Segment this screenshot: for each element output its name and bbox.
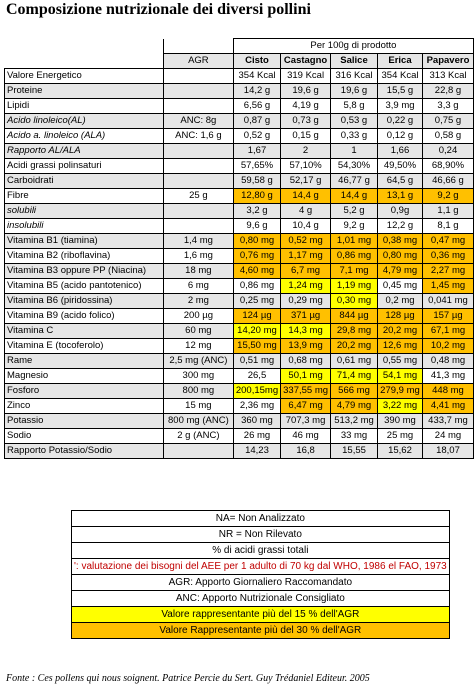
castagno-value: 0,73 g (281, 114, 331, 129)
row-label: Lipidi (5, 99, 164, 114)
papavero-value: 4,41 mg (422, 399, 473, 414)
erica-value: 390 mg (378, 414, 423, 429)
papavero-value: 9,2 g (422, 189, 473, 204)
agr-cell: 15 mg (163, 399, 233, 414)
castagno-value: 10,4 g (281, 219, 331, 234)
agr-cell (163, 84, 233, 99)
legend-30-percent: Valore Rappresentante più del 30 % dell'AGR (72, 623, 450, 639)
row-label: Acidi grassi polinsaturi (5, 159, 164, 174)
erica-value: 0,2 mg (378, 294, 423, 309)
page-title: Composizione nutrizionale dei diversi pollini (6, 1, 311, 18)
papavero-value: 10,2 mg (422, 339, 473, 354)
agr-cell: 2 g (ANC) (163, 429, 233, 444)
cisto-value: 15,50 mg (233, 339, 280, 354)
agr-cell: ANC: 1,6 g (163, 129, 233, 144)
cisto-value: 4,60 mg (233, 264, 280, 279)
agr-cell: 60 mg (163, 324, 233, 339)
agr-cell (163, 219, 233, 234)
header-castagno: Castagno (281, 54, 331, 69)
row-label: Acido a. linoleico (ALA) (5, 129, 164, 144)
per100-header-row (5, 39, 474, 54)
cisto-value: 1,67 (233, 144, 280, 159)
agr-cell: 800 mg (ANC) (163, 414, 233, 429)
table-row (5, 99, 474, 114)
table-row (5, 309, 474, 324)
castagno-value: 2 (281, 144, 331, 159)
erica-value: 15,5 g (378, 84, 423, 99)
erica-value: 0,12 g (378, 129, 423, 144)
salice-value: 54,30% (331, 159, 378, 174)
castagno-value: 52,17 g (281, 174, 331, 189)
table-row (5, 69, 474, 84)
agr-cell (163, 444, 233, 459)
legend-na: NA= Non Analizzato (72, 511, 450, 527)
castagno-value: 0,52 mg (281, 234, 331, 249)
table-row (5, 219, 474, 234)
papavero-value: 68,90% (422, 159, 473, 174)
cisto-value: 124 µg (233, 309, 280, 324)
table-row (5, 129, 474, 144)
papavero-value: 18,07 (422, 444, 473, 459)
header-salice: Salice (331, 54, 378, 69)
agr-cell: 2,5 mg (ANC) (163, 354, 233, 369)
erica-value: 15,62 (378, 444, 423, 459)
papavero-value: 67,1 mg (422, 324, 473, 339)
erica-value: 64,5 g (378, 174, 423, 189)
papavero-value: 157 µg (422, 309, 473, 324)
salice-value: 5,2 g (331, 204, 378, 219)
cisto-value: 0,76 mg (233, 249, 280, 264)
legend-nr: NR = Non Rilevato (72, 527, 450, 543)
castagno-value: 14,4 g (281, 189, 331, 204)
table-row (5, 234, 474, 249)
salice-value: 5,8 g (331, 99, 378, 114)
erica-value: 128 µg (378, 309, 423, 324)
papavero-value: 313 Kcal (422, 69, 473, 84)
table-row (5, 399, 474, 414)
agr-cell (163, 69, 233, 84)
cisto-value: 0,25 mg (233, 294, 280, 309)
table-row (5, 204, 474, 219)
castagno-value: 16,8 (281, 444, 331, 459)
papavero-value: 3,3 g (422, 99, 473, 114)
castagno-value: 337,55 mg (281, 384, 331, 399)
salice-value: 15,55 (331, 444, 378, 459)
legend-table (71, 510, 450, 639)
cisto-value: 0,87 g (233, 114, 280, 129)
papavero-value: 0,041 mg (422, 294, 473, 309)
erica-value: 0,55 mg (378, 354, 423, 369)
salice-value: 844 µg (331, 309, 378, 324)
agr-cell: 12 mg (163, 339, 233, 354)
table-row (5, 354, 474, 369)
castagno-value: 13,9 mg (281, 339, 331, 354)
cisto-value: 59,58 g (233, 174, 280, 189)
cisto-value: 360 mg (233, 414, 280, 429)
agr-cell: 18 mg (163, 264, 233, 279)
papavero-value: 1,45 mg (422, 279, 473, 294)
agr-cell: 200 µg (163, 309, 233, 324)
cisto-value: 14,2 g (233, 84, 280, 99)
erica-value: 0,38 mg (378, 234, 423, 249)
cisto-value: 14,20 mg (233, 324, 280, 339)
row-label: Vitamina B1 (tiamina) (5, 234, 164, 249)
castagno-value: 371 µg (281, 309, 331, 324)
table-row (5, 264, 474, 279)
cisto-value: 26 mg (233, 429, 280, 444)
row-label: Vitamina B2 (riboflavina) (5, 249, 164, 264)
legend-who-note: ': valutazione dei bisogni del AEE per 1 adulto di 70 kg dal WHO, 1986 el FAO, 1973 (72, 559, 450, 575)
salice-value: 1,01 mg (331, 234, 378, 249)
papavero-value: 24 mg (422, 429, 473, 444)
cisto-value: 9,6 g (233, 219, 280, 234)
row-label: Valore Energetico (5, 69, 164, 84)
table-row (5, 294, 474, 309)
cisto-value: 6,56 g (233, 99, 280, 114)
legend-agr: AGR: Apporto Giornaliero Raccomandato (72, 575, 450, 591)
row-label: Rame (5, 354, 164, 369)
cisto-value: 12,80 g (233, 189, 280, 204)
papavero-value: 448 mg (422, 384, 473, 399)
agr-cell (163, 144, 233, 159)
agr-cell: 1,6 mg (163, 249, 233, 264)
cisto-value: 57,65% (233, 159, 280, 174)
papavero-value: 0,58 g (422, 129, 473, 144)
agr-cell: 1,4 mg (163, 234, 233, 249)
salice-value: 566 mg (331, 384, 378, 399)
header-agr: AGR (163, 54, 233, 69)
papavero-value: 0,47 mg (422, 234, 473, 249)
cisto-value: 200,15mg (233, 384, 280, 399)
castagno-value: 707,3 mg (281, 414, 331, 429)
row-label: Potassio (5, 414, 164, 429)
erica-value: 0,45 mg (378, 279, 423, 294)
papavero-value: 2,27 mg (422, 264, 473, 279)
salice-value: 0,61 mg (331, 354, 378, 369)
row-label: Carboidrati (5, 174, 164, 189)
agr-cell: 800 mg (163, 384, 233, 399)
salice-value: 20,2 mg (331, 339, 378, 354)
row-label: Vitamina B5 (acido pantotenico) (5, 279, 164, 294)
table-row (5, 279, 474, 294)
column-header-row (5, 54, 474, 69)
row-label: solubili (5, 204, 164, 219)
agr-cell (163, 174, 233, 189)
row-label: Vitamina C (5, 324, 164, 339)
erica-value: 0,22 g (378, 114, 423, 129)
agr-cell (163, 99, 233, 114)
papavero-value: 1,1 g (422, 204, 473, 219)
table-row (5, 84, 474, 99)
table-row (5, 189, 474, 204)
cisto-value: 26,5 (233, 369, 280, 384)
agr-cell: 2 mg (163, 294, 233, 309)
row-label: Magnesio (5, 369, 164, 384)
erica-value: 12,6 mg (378, 339, 423, 354)
agr-cell: ANC: 8g (163, 114, 233, 129)
papavero-value: 0,48 mg (422, 354, 473, 369)
salice-value: 4,79 mg (331, 399, 378, 414)
erica-value: 49,50% (378, 159, 423, 174)
erica-value: 20,2 mg (378, 324, 423, 339)
papavero-value: 8,1 g (422, 219, 473, 234)
salice-value: 1 (331, 144, 378, 159)
header-erica: Erica (378, 54, 423, 69)
castagno-value: 319 Kcal (281, 69, 331, 84)
row-label: Vitamina B9 (acido folico) (5, 309, 164, 324)
nutrition-table (4, 38, 474, 459)
papavero-value: 0,24 (422, 144, 473, 159)
table-row (5, 324, 474, 339)
castagno-value: 1,17 mg (281, 249, 331, 264)
table-row (5, 114, 474, 129)
castagno-value: 0,29 mg (281, 294, 331, 309)
per100-label: Per 100g di prodotto (233, 39, 473, 54)
agr-cell (163, 159, 233, 174)
salice-value: 0,53 g (331, 114, 378, 129)
salice-value: 71,4 mg (331, 369, 378, 384)
erica-value: 13,1 g (378, 189, 423, 204)
salice-value: 316 Kcal (331, 69, 378, 84)
castagno-value: 57,10% (281, 159, 331, 174)
legend-fatty-acids: % di acidi grassi totali (72, 543, 450, 559)
castagno-value: 0,68 mg (281, 354, 331, 369)
agr-cell: 300 mg (163, 369, 233, 384)
row-label: Proteine (5, 84, 164, 99)
salice-value: 9,2 g (331, 219, 378, 234)
erica-value: 54,1 mg (378, 369, 423, 384)
erica-value: 3,9 mg (378, 99, 423, 114)
table-row (5, 369, 474, 384)
castagno-value: 19,6 g (281, 84, 331, 99)
row-label: Vitamina B3 oppure PP (Niacina) (5, 264, 164, 279)
erica-value: 0,80 mg (378, 249, 423, 264)
castagno-value: 6,47 mg (281, 399, 331, 414)
salice-value: 0,30 mg (331, 294, 378, 309)
legend-15-percent: Valore rappresentante più del 15 % dell'AGR (72, 607, 450, 623)
table-row (5, 174, 474, 189)
legend-anc: ANC: Apporto Nutrizionale Consigliato (72, 591, 450, 607)
cisto-value: 0,51 mg (233, 354, 280, 369)
salice-value: 29,8 mg (331, 324, 378, 339)
row-label: insolubili (5, 219, 164, 234)
table-row (5, 144, 474, 159)
castagno-value: 46 mg (281, 429, 331, 444)
papavero-value: 41,3 mg (422, 369, 473, 384)
row-label: Vitamina B6 (piridossina) (5, 294, 164, 309)
papavero-value: 0,75 g (422, 114, 473, 129)
table-row (5, 444, 474, 459)
salice-value: 513,2 mg (331, 414, 378, 429)
salice-value: 46,77 g (331, 174, 378, 189)
castagno-value: 4,19 g (281, 99, 331, 114)
cisto-value: 3,2 g (233, 204, 280, 219)
erica-value: 0,9g (378, 204, 423, 219)
table-row (5, 414, 474, 429)
row-label: Rapporto AL/ALA (5, 144, 164, 159)
cisto-value: 0,86 mg (233, 279, 280, 294)
header-papavero: Papavero (422, 54, 473, 69)
erica-value: 4,79 mg (378, 264, 423, 279)
agr-cell: 6 mg (163, 279, 233, 294)
cisto-value: 0,52 g (233, 129, 280, 144)
row-label: Rapporto Potassio/Sodio (5, 444, 164, 459)
row-label: Acido linoleico(AL) (5, 114, 164, 129)
cisto-value: 14,23 (233, 444, 280, 459)
cisto-value: 0,80 mg (233, 234, 280, 249)
papavero-value: 46,66 g (422, 174, 473, 189)
castagno-value: 1,24 mg (281, 279, 331, 294)
row-label: Sodio (5, 429, 164, 444)
castagno-value: 6,7 mg (281, 264, 331, 279)
agr-cell (163, 204, 233, 219)
cisto-value: 354 Kcal (233, 69, 280, 84)
papavero-value: 22,8 g (422, 84, 473, 99)
header-cisto: Cisto (233, 54, 280, 69)
table-row (5, 249, 474, 264)
cisto-value: 2,36 mg (233, 399, 280, 414)
salice-value: 1,19 mg (331, 279, 378, 294)
row-label: Fosforo (5, 384, 164, 399)
agr-cell: 25 g (163, 189, 233, 204)
papavero-value: 433,7 mg (422, 414, 473, 429)
row-label: Vitamina E (tocoferolo) (5, 339, 164, 354)
castagno-value: 0,15 g (281, 129, 331, 144)
salice-value: 33 mg (331, 429, 378, 444)
table-row (5, 429, 474, 444)
erica-value: 12,2 g (378, 219, 423, 234)
table-row (5, 384, 474, 399)
table-row (5, 339, 474, 354)
source-citation: Fonte : Ces pollens qui nous soignent. Patrice Percie du Sert. Guy Trédaniel Editeur. 2005 (6, 673, 370, 684)
salice-value: 19,6 g (331, 84, 378, 99)
salice-value: 14,4 g (331, 189, 378, 204)
castagno-value: 4 g (281, 204, 331, 219)
salice-value: 0,33 g (331, 129, 378, 144)
papavero-value: 0,36 mg (422, 249, 473, 264)
erica-value: 279,9 mg (378, 384, 423, 399)
erica-value: 1,66 (378, 144, 423, 159)
table-row (5, 159, 474, 174)
erica-value: 354 Kcal (378, 69, 423, 84)
erica-value: 3,22 mg (378, 399, 423, 414)
row-label: Zinco (5, 399, 164, 414)
castagno-value: 14,3 mg (281, 324, 331, 339)
erica-value: 25 mg (378, 429, 423, 444)
row-label: Fibre (5, 189, 164, 204)
salice-value: 0,86 mg (331, 249, 378, 264)
castagno-value: 50,1 mg (281, 369, 331, 384)
salice-value: 7,1 mg (331, 264, 378, 279)
